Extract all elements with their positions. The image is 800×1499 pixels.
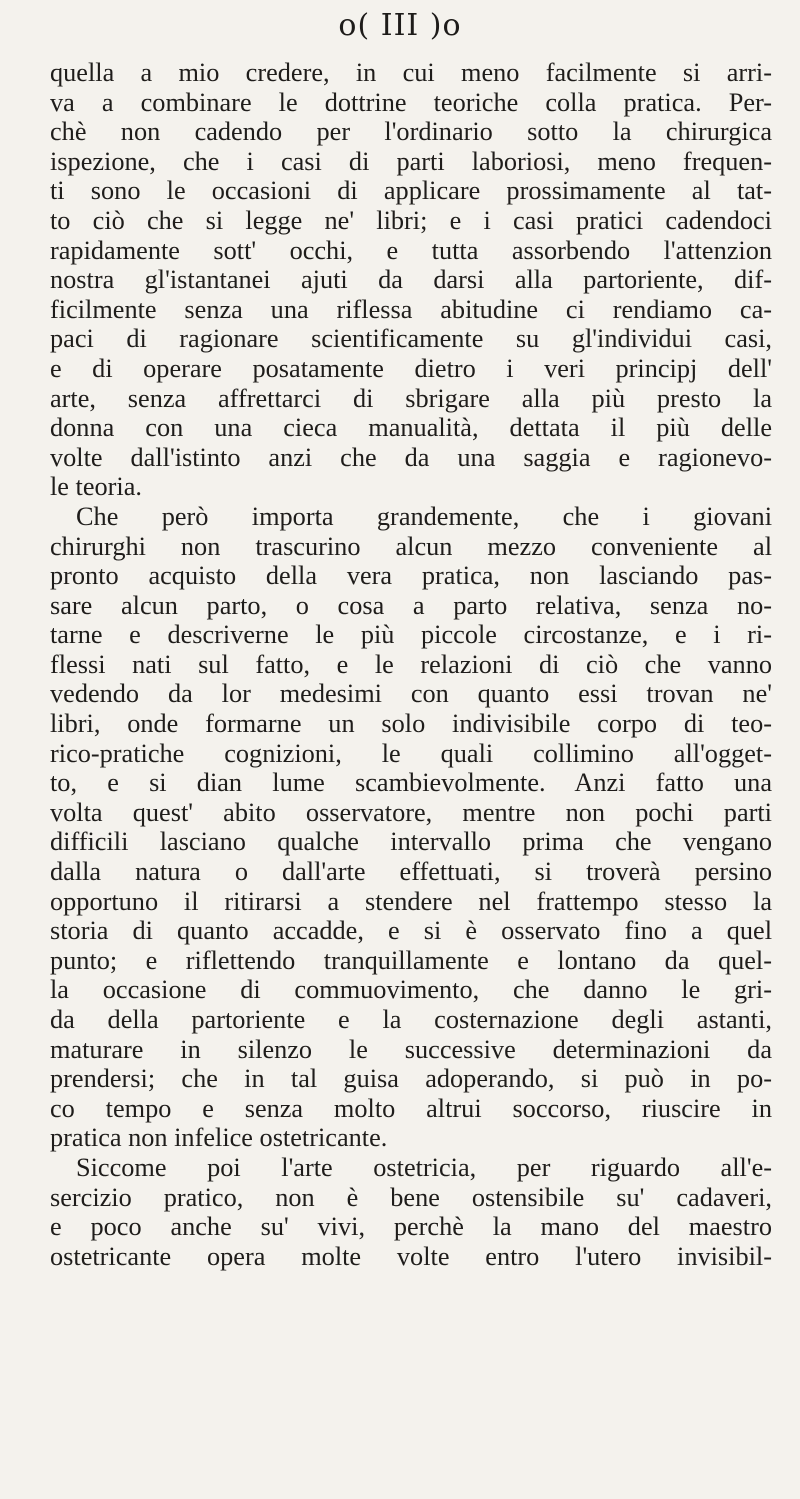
text-line: to ciò che si legge ne' libri; e i casi pratici cadendoci: [50, 205, 772, 235]
text-line: punto; e riflettendo tranquillamente e lontano da quel-: [50, 945, 772, 975]
text-line: rapidamente sott' occhi, e tutta assorbendo l'attenzion: [50, 235, 772, 265]
text-line: storia di quanto accadde, e si è osservato fino a quel: [50, 916, 772, 946]
text-line: opportuno il ritirarsi a stendere nel frattempo stesso la: [50, 886, 772, 916]
text-line: volte dall'istinto anzi che da una saggia e ragionevo-: [50, 442, 772, 472]
text-line: rico-pratiche cognizioni, le quali collimino all'ogget-: [50, 738, 772, 768]
text-line: sare alcun parto, o cosa a parto relativa, senza no-: [50, 590, 772, 620]
text-line: volta quest' abito osservatore, mentre non pochi parti: [50, 797, 772, 827]
text-line: e poco anche su' vivi, perchè la mano del maestro: [50, 1212, 772, 1242]
text-line: ficilmente senza una riflessa abitudine ci rendiamo ca-: [50, 294, 772, 324]
text-line: difficili lasciano qualche intervallo prima che vengano: [50, 827, 772, 857]
text-line: libri, onde formarne un solo indivisibile corpo di teo-: [50, 709, 772, 739]
text-line: prendersi; che in tal guisa adoperando, si può in po-: [50, 1064, 772, 1094]
text-line: arte, senza affrettarci di sbrigare alla più presto la: [50, 383, 772, 413]
text-line: pratica non infelice ostetricante.: [50, 1123, 388, 1153]
text-line: Siccome poi l'arte ostetricia, per riguardo all'e-: [76, 1152, 772, 1182]
text-line: donna con una cieca manualità, dettata il più delle: [50, 413, 772, 443]
text-line: dalla natura o dall'arte effettuati, si troverà persino: [50, 857, 772, 887]
text-line: sercizio pratico, non è bene ostensibile su' cadaveri,: [50, 1182, 772, 1212]
text-line: ti sono le occasioni di applicare prossimamente al tat-: [50, 176, 772, 206]
text-line: ispezione, che i casi di parti laboriosi, meno frequen-: [50, 146, 772, 176]
body-text: [50, 58, 772, 1271]
text-line: nostra gl'istantanei ajuti da darsi alla partoriente, dif-: [50, 265, 772, 295]
text-line: le teoria.: [50, 472, 142, 502]
text-line: pronto acquisto della vera pratica, non lasciando pas-: [50, 561, 772, 591]
text-line: da della partoriente e la costernazione degli astanti,: [50, 1005, 772, 1034]
text-line: maturare in silenzo le successive determinazioni da: [50, 1034, 772, 1064]
text-line: e di operare posatamente dietro i veri principj dell': [50, 353, 772, 383]
text-line: co tempo e senza molto altrui soccorso, riuscire in: [50, 1093, 772, 1123]
text-line: ostetricante opera molte volte entro l'utero invisibil-: [50, 1241, 772, 1271]
text-line: va a combinare le dottrine teoriche colla pratica. Per-: [50, 87, 772, 117]
page-number-header: o( III )o: [338, 8, 462, 43]
text-line: to, e si dian lume scambievolmente. Anzi fatto una: [50, 768, 772, 798]
text-line: Che però importa grandemente, che i giovani: [76, 501, 772, 531]
text-line: la occasione di commuovimento, che danno le gri-: [50, 975, 772, 1005]
text-line: paci di ragionare scientificamente su gl'individui casi,: [50, 324, 772, 354]
text-line: vedendo da lor medesimi con quanto essi trovan ne': [50, 679, 772, 709]
text-line: flessi nati sul fatto, e le relazioni di ciò che vanno: [50, 649, 772, 679]
text-line: quella a mio credere, in cui meno facilmente si arri-: [50, 58, 772, 87]
text-line: chè non cadendo per l'ordinario sotto la chirurgica: [50, 117, 772, 147]
text-line: chirurghi non trascurino alcun mezzo conveniente al: [50, 531, 772, 561]
text-line: tarne e descriverne le più piccole circostanze, e i ri-: [50, 620, 772, 650]
